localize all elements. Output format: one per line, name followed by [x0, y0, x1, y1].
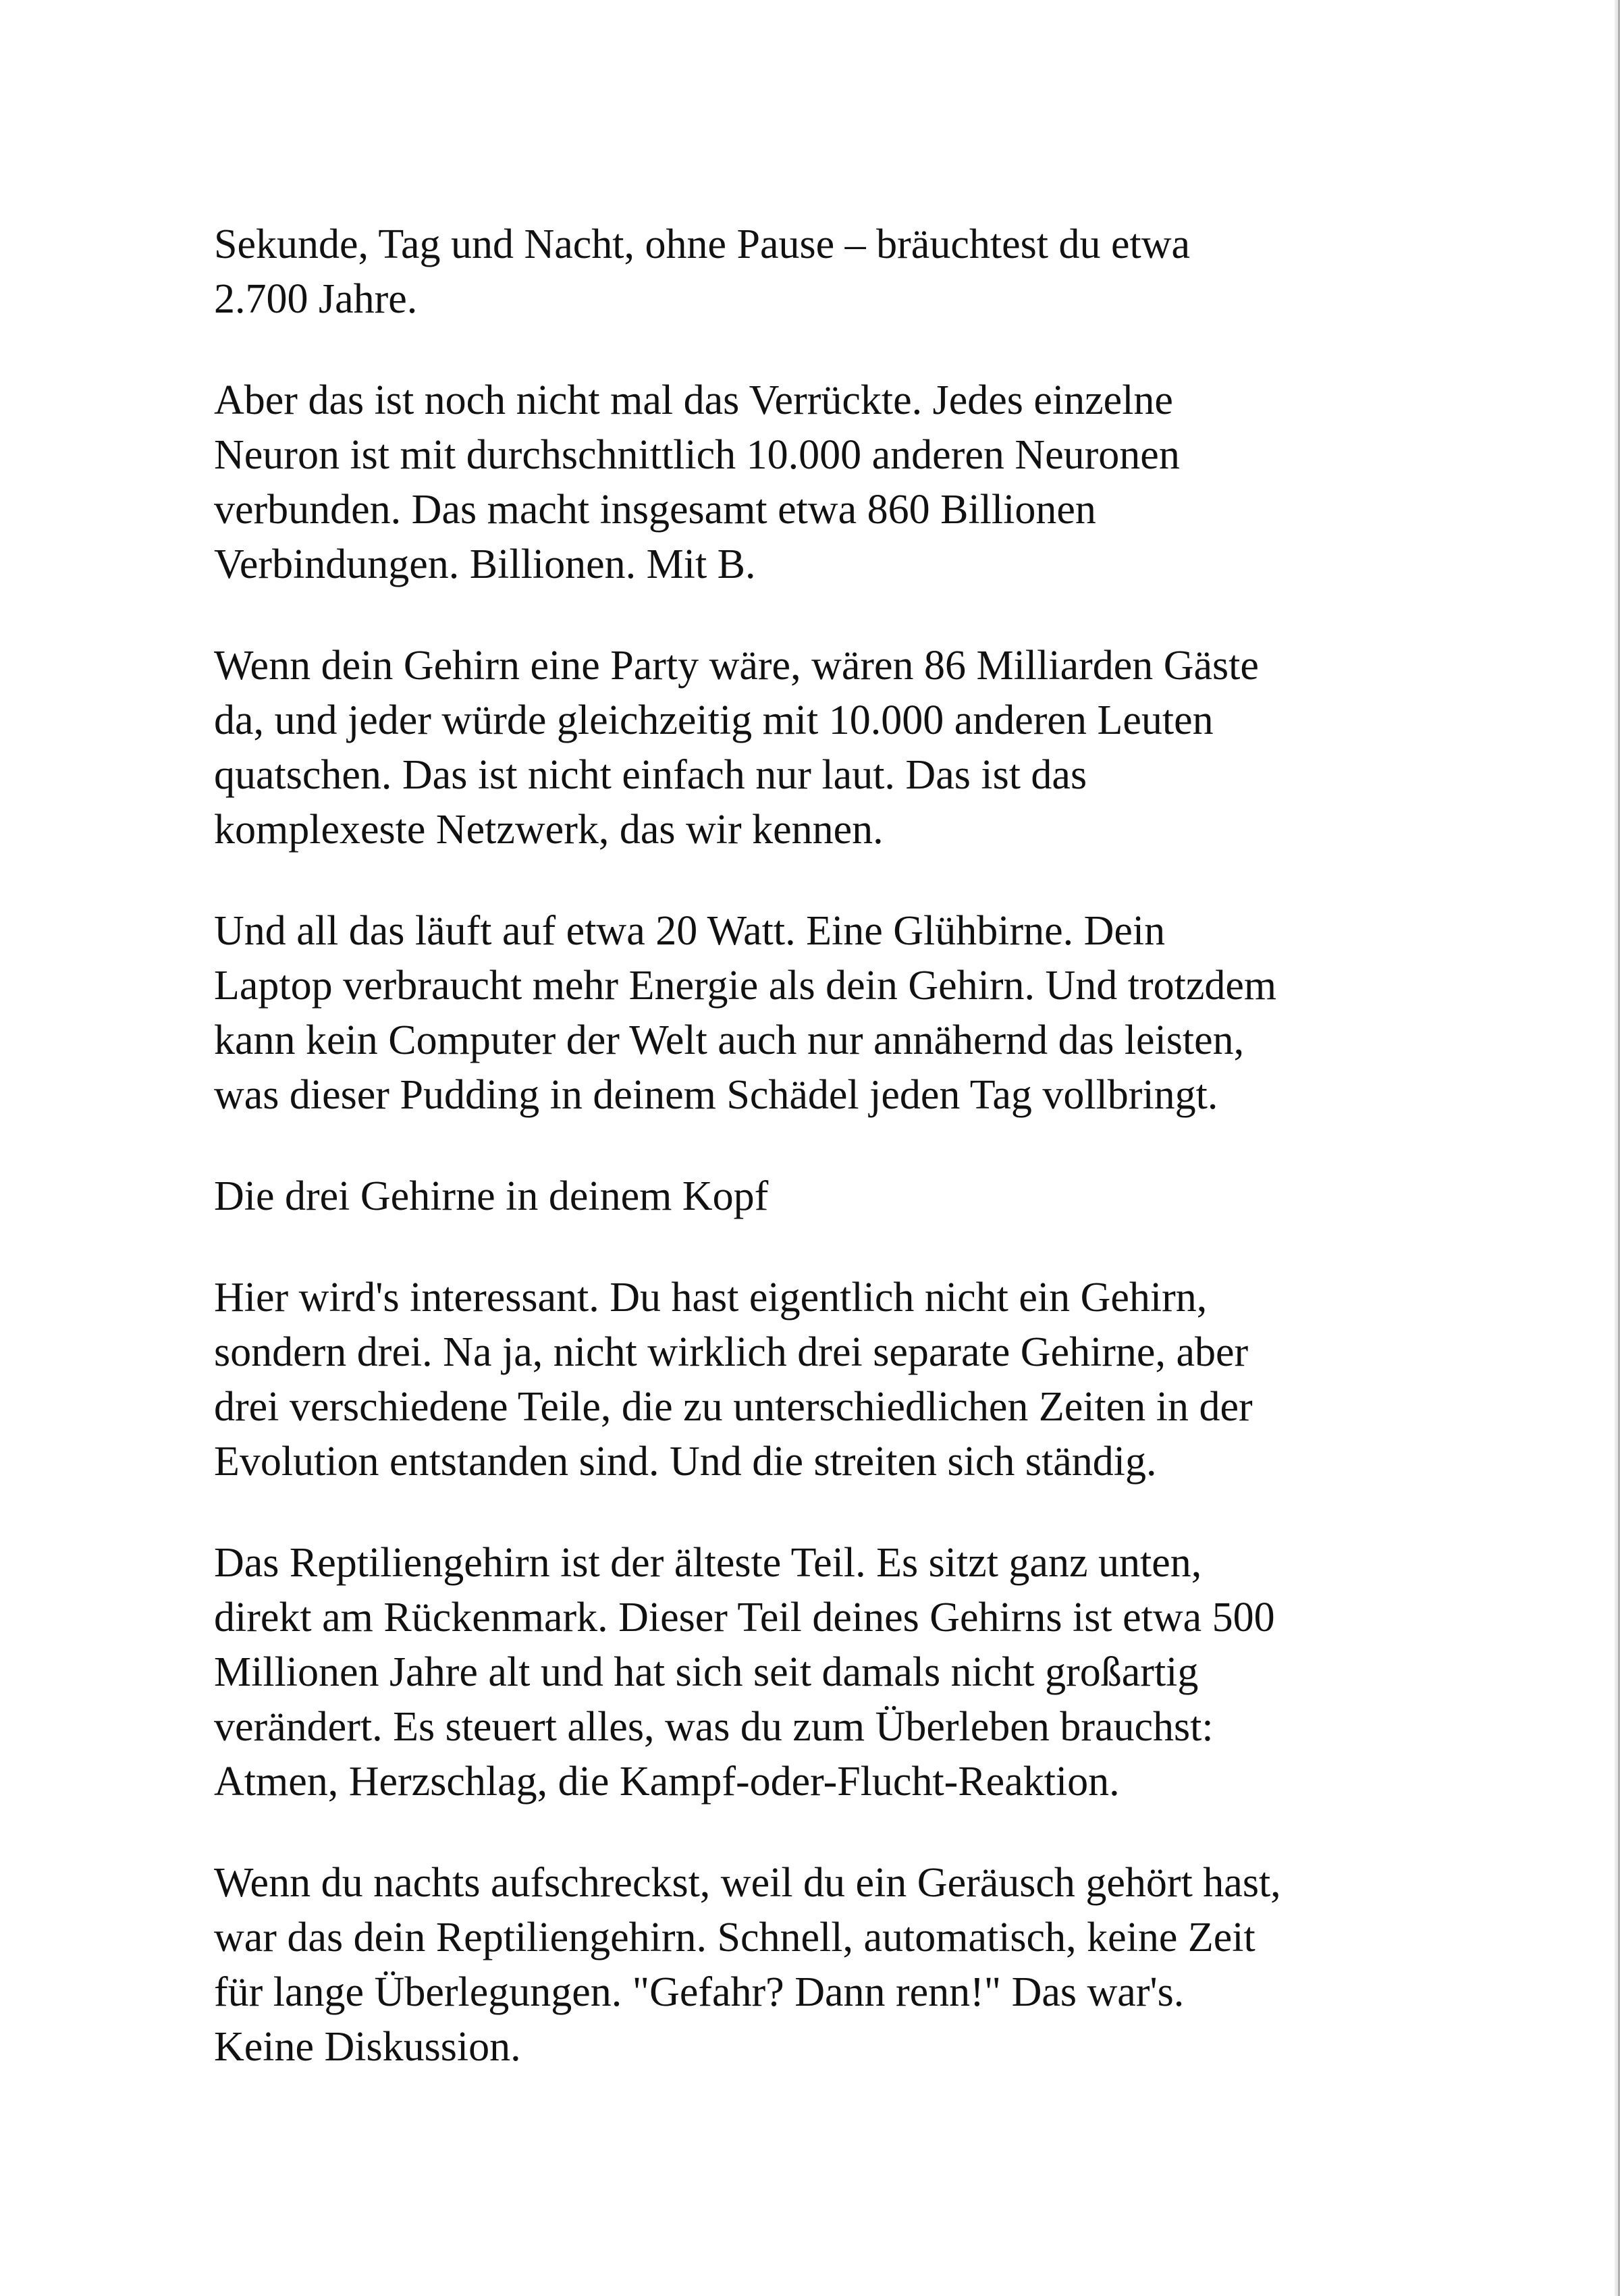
text-line: verändert. Es steuert alles, was du zum Überleben brauchst: — [214, 1704, 1214, 1750]
page-edge-scrollbar — [1615, 0, 1620, 2296]
text-line: komplexeste Netzwerk, das wir kennen. — [214, 807, 884, 853]
text-line: direkt am Rückenmark. Dieser Teil deines Gehirns ist etwa 500 — [214, 1595, 1275, 1640]
text-line: Keine Diskussion. — [214, 2024, 521, 2070]
text-line: Wenn du nachts aufschreckst, weil du ein Geräusch gehört hast, — [214, 1860, 1281, 1906]
text-line: Laptop verbraucht mehr Energie als dein Gehirn. Und trotzdem — [214, 963, 1277, 1009]
text-line: Und all das läuft auf etwa 20 Watt. Eine Glühbirne. Dein — [214, 908, 1166, 954]
text-line: Sekunde, Tag und Nacht, ohne Pause – bräuchtest du etwa — [214, 221, 1190, 267]
document-page — [214, 217, 1496, 2121]
paragraph — [214, 1536, 1496, 1809]
text-line: Die drei Gehirne in deinem Kopf — [214, 1173, 769, 1219]
text-line: Wenn dein Gehirn eine Party wäre, wären 86 Milliarden Gäste — [214, 643, 1259, 689]
paragraph — [214, 1271, 1496, 1489]
text-line: quatschen. Das ist nicht einfach nur laut. Das ist das — [214, 752, 1087, 798]
text-line: was dieser Pudding in deinem Schädel jeden Tag vollbringt. — [214, 1072, 1218, 1118]
text-line: Hier wird's interessant. Du hast eigentlich nicht ein Gehirn, — [214, 1275, 1208, 1320]
section-heading — [214, 1169, 1496, 1224]
text-line: da, und jeder würde gleichzeitig mit 10.000 anderen Leuten — [214, 697, 1214, 743]
text-line: Aber das ist noch nicht mal das Verrückte. Jedes einzelne — [214, 377, 1173, 423]
paragraph — [214, 217, 1496, 327]
paragraph — [214, 373, 1496, 592]
paragraph — [214, 639, 1496, 857]
text-line: Atmen, Herzschlag, die Kampf-oder-Flucht-Reaktion. — [214, 1759, 1120, 1805]
text-line: sondern drei. Na ja, nicht wirklich drei separate Gehirne, aber — [214, 1329, 1249, 1375]
paragraph — [214, 1856, 1496, 2075]
text-line: kann kein Computer der Welt auch nur annähernd das leisten, — [214, 1017, 1245, 1063]
text-line: Das Reptiliengehirn ist der älteste Teil. Es sitzt ganz unten, — [214, 1540, 1202, 1586]
text-line: Millionen Jahre alt und hat sich seit damals nicht großartig — [214, 1649, 1199, 1695]
text-line: war das dein Reptiliengehirn. Schnell, automatisch, keine Zeit — [214, 1915, 1256, 1960]
text-line: drei verschiedene Teile, die zu unterschiedlichen Zeiten in der — [214, 1384, 1253, 1430]
text-line: Neuron ist mit durchschnittlich 10.000 anderen Neuronen — [214, 432, 1180, 478]
text-line: 2.700 Jahre. — [214, 276, 418, 322]
text-line: Verbindungen. Billionen. Mit B. — [214, 541, 756, 587]
text-line: für lange Überlegungen. "Gefahr? Dann renn!" Das war's. — [214, 1969, 1185, 2015]
text-line: Evolution entstanden sind. Und die streiten sich ständig. — [214, 1439, 1157, 1485]
text-line: verbunden. Das macht insgesamt etwa 860 Billionen — [214, 487, 1096, 533]
paragraph — [214, 904, 1496, 1123]
